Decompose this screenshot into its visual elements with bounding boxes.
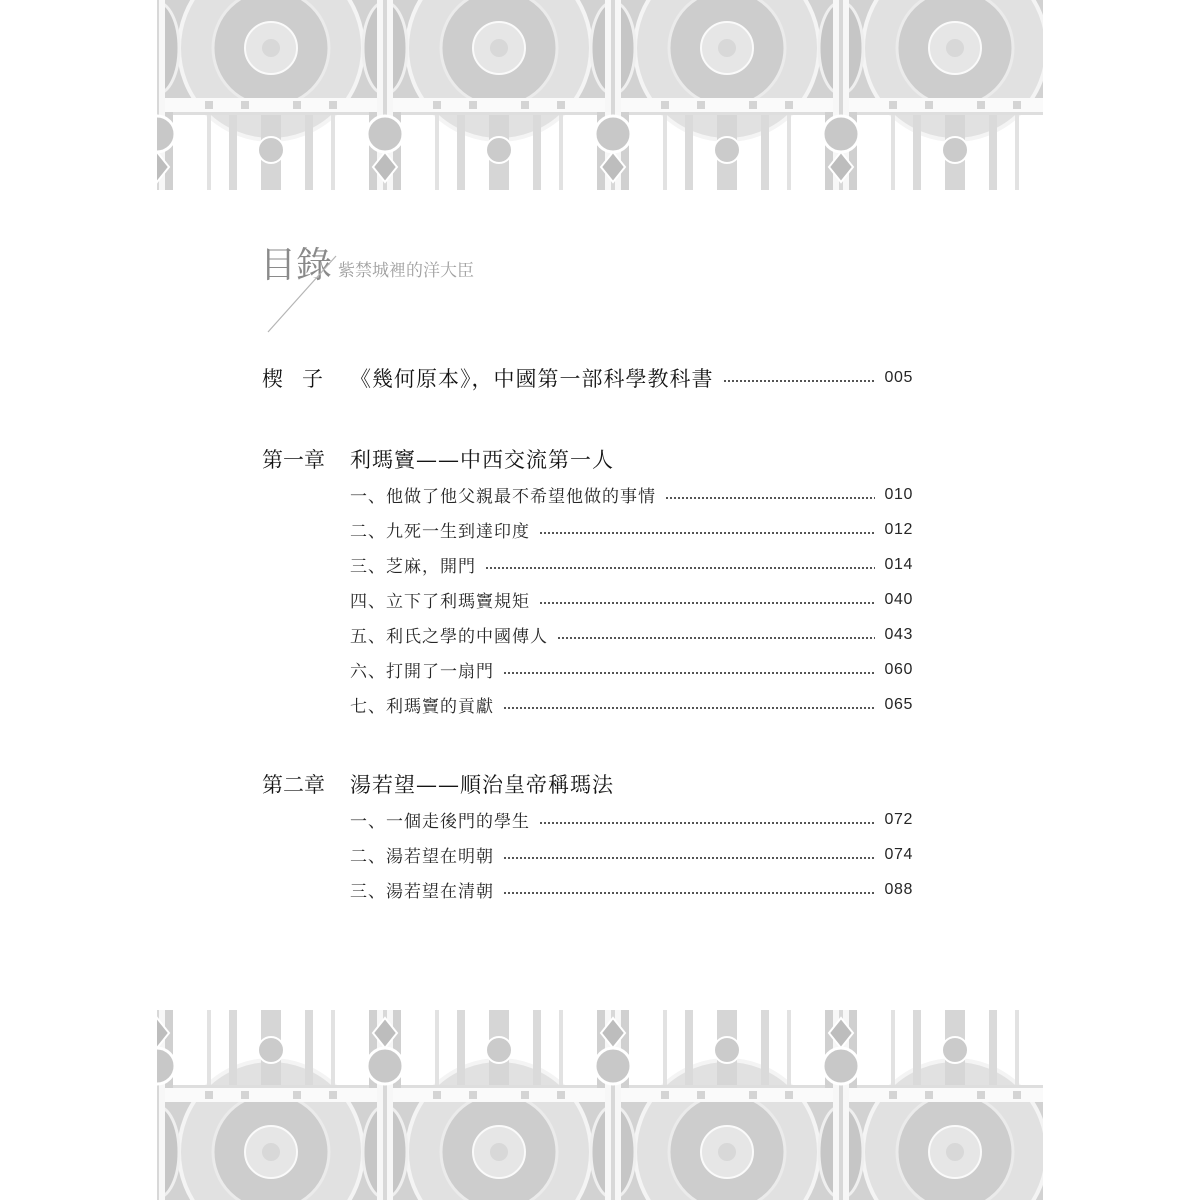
chapter-heading [262,440,913,477]
page-number: 074 [884,845,913,863]
page-number: 040 [884,590,913,608]
section-title: 七、利瑪竇的貢獻 [350,697,494,717]
chapter-title: 利瑪竇——中西交流第一人 [350,447,614,472]
section-row [262,512,913,547]
dot-leader [723,379,876,383]
section-row [262,477,913,512]
table-of-contents [262,360,913,907]
page-number: 043 [884,625,913,643]
dot-leader [503,891,875,895]
page-number: 072 [884,810,913,828]
section-title: 三、湯若望在清朝 [350,882,494,902]
dot-leader [503,856,875,860]
section-row [262,802,913,837]
section-row [262,617,913,652]
page-number: 010 [884,485,913,503]
prologue-label: 楔子 [262,366,342,391]
section-row [262,582,913,617]
section-row [262,652,913,687]
section-title: 四、立下了利瑪竇規矩 [350,592,530,612]
page-number: 065 [884,695,913,713]
toc-title: 目錄 [260,245,333,286]
dot-leader [665,496,875,500]
page-number: 014 [884,555,913,573]
page-number: 060 [884,660,913,678]
top-ornament-band [157,0,1043,190]
chapter-heading [262,765,913,802]
dot-leader [539,531,875,535]
dot-leader [503,706,875,710]
prologue-row [262,360,913,395]
dot-leader [539,821,875,825]
page-number: 005 [884,368,913,386]
section-title: 五、利氏之學的中國傳人 [350,627,548,647]
top-ornament-fill [157,0,1043,190]
title-slash-divider [260,250,350,340]
toc-subtitle: 紫禁城裡的洋大臣 [338,261,474,281]
section-title: 三、芝麻，開門 [350,557,476,577]
chapter-label: 第一章 [262,447,325,472]
chapter-1-block [262,440,913,722]
prologue-title: 《幾何原本》，中國第一部科學教科書 [350,366,714,391]
bottom-ornament-band [157,1008,1043,1200]
chapter-label: 第二章 [262,772,325,797]
section-row [262,837,913,872]
section-title: 一、他做了他父親最不希望他做的事情 [350,487,656,507]
section-title: 六、打開了一扇門 [350,662,494,682]
dot-leader [485,566,875,570]
bottom-ornament-fill [157,1010,1043,1200]
chapter-title: 湯若望——順治皇帝稱瑪法 [350,772,614,797]
page-number: 088 [884,880,913,898]
chapter-2-block [262,765,913,907]
section-title: 二、九死一生到達印度 [350,522,530,542]
section-title: 二、湯若望在明朝 [350,847,494,867]
section-title: 一、一個走後門的學生 [350,812,530,832]
dot-leader [557,636,875,640]
section-row [262,872,913,907]
dot-leader [503,671,875,675]
section-row [262,547,913,582]
page-number: 012 [884,520,913,538]
dot-leader [539,601,875,605]
section-row [262,687,913,722]
